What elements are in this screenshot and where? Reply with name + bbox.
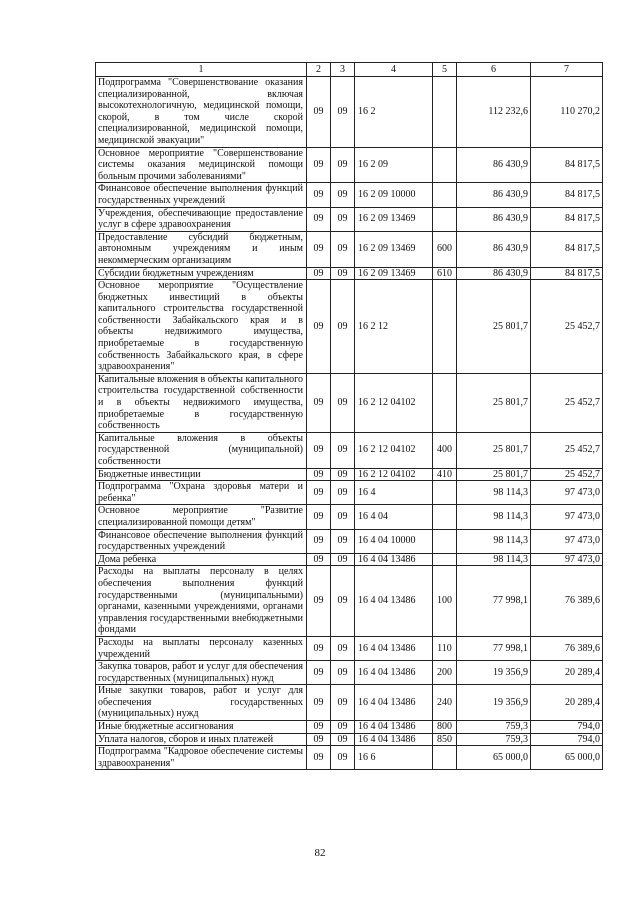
column-header: 6 bbox=[457, 63, 531, 77]
amount-cell: 77 998,1 bbox=[457, 636, 531, 660]
amount-cell: 77 998,1 bbox=[457, 566, 531, 637]
amount-cell: 86 430,9 bbox=[457, 267, 531, 280]
table-row bbox=[96, 553, 603, 566]
subsection-code-cell: 09 bbox=[331, 746, 355, 770]
amount-cell: 25 801,7 bbox=[457, 373, 531, 432]
amount-cell: 110 270,2 bbox=[531, 77, 603, 148]
table-row bbox=[96, 746, 603, 770]
target-article-cell: 16 4 04 13486 bbox=[355, 636, 433, 660]
subsection-code-cell: 09 bbox=[331, 685, 355, 721]
expense-type-cell bbox=[433, 77, 457, 148]
column-header: 3 bbox=[331, 63, 355, 77]
amount-cell: 794,0 bbox=[531, 733, 603, 746]
amount-cell: 19 356,9 bbox=[457, 661, 531, 685]
amount-cell: 84 817,5 bbox=[531, 231, 603, 267]
table-row bbox=[96, 505, 603, 529]
expense-type-cell bbox=[433, 505, 457, 529]
row-name-cell: Предоставление субсидий бюджетным, автономным учреждениям и иным некоммерческим организациям bbox=[96, 231, 307, 267]
table-row bbox=[96, 721, 603, 734]
amount-cell: 65 000,0 bbox=[457, 746, 531, 770]
section-code-cell: 09 bbox=[307, 280, 331, 374]
table-row bbox=[96, 280, 603, 374]
section-code-cell: 09 bbox=[307, 505, 331, 529]
amount-cell: 84 817,5 bbox=[531, 147, 603, 183]
target-article-cell: 16 2 09 10000 bbox=[355, 183, 433, 207]
section-code-cell: 09 bbox=[307, 147, 331, 183]
column-header: 2 bbox=[307, 63, 331, 77]
table-row bbox=[96, 373, 603, 432]
subsection-code-cell: 09 bbox=[331, 432, 355, 468]
amount-cell: 97 473,0 bbox=[531, 553, 603, 566]
target-article-cell: 16 2 12 04102 bbox=[355, 432, 433, 468]
target-article-cell: 16 2 09 13469 bbox=[355, 207, 433, 231]
expense-type-cell: 200 bbox=[433, 661, 457, 685]
amount-cell: 25 801,7 bbox=[457, 432, 531, 468]
amount-cell: 25 452,7 bbox=[531, 432, 603, 468]
section-code-cell: 09 bbox=[307, 468, 331, 481]
page-number: 82 bbox=[314, 847, 326, 859]
expense-type-cell: 610 bbox=[433, 267, 457, 280]
table-row bbox=[96, 566, 603, 637]
section-code-cell: 09 bbox=[307, 77, 331, 148]
section-code-cell: 09 bbox=[307, 267, 331, 280]
target-article-cell: 16 2 09 13469 bbox=[355, 231, 433, 267]
expense-type-cell bbox=[433, 280, 457, 374]
row-name-cell: Иные закупки товаров, работ и услуг для обеспечения государственных (муниципальных) нужд bbox=[96, 685, 307, 721]
subsection-code-cell: 09 bbox=[331, 505, 355, 529]
expense-type-cell bbox=[433, 147, 457, 183]
subsection-code-cell: 09 bbox=[331, 721, 355, 734]
target-article-cell: 16 4 04 13486 bbox=[355, 566, 433, 637]
table-row bbox=[96, 183, 603, 207]
section-code-cell: 09 bbox=[307, 373, 331, 432]
expense-type-cell: 850 bbox=[433, 733, 457, 746]
amount-cell: 86 430,9 bbox=[457, 231, 531, 267]
subsection-code-cell: 09 bbox=[331, 661, 355, 685]
amount-cell: 65 000,0 bbox=[531, 746, 603, 770]
expense-type-cell: 100 bbox=[433, 566, 457, 637]
section-code-cell: 09 bbox=[307, 183, 331, 207]
amount-cell: 759,3 bbox=[457, 733, 531, 746]
target-article-cell: 16 4 04 13486 bbox=[355, 721, 433, 734]
target-article-cell: 16 4 04 13486 bbox=[355, 733, 433, 746]
table-row bbox=[96, 661, 603, 685]
subsection-code-cell: 09 bbox=[331, 468, 355, 481]
column-header: 7 bbox=[531, 63, 603, 77]
subsection-code-cell: 09 bbox=[331, 231, 355, 267]
amount-cell: 76 389,6 bbox=[531, 636, 603, 660]
section-code-cell: 09 bbox=[307, 481, 331, 505]
subsection-code-cell: 09 bbox=[331, 147, 355, 183]
expense-type-cell: 400 bbox=[433, 432, 457, 468]
target-article-cell: 16 4 04 13486 bbox=[355, 685, 433, 721]
amount-cell: 794,0 bbox=[531, 721, 603, 734]
expense-type-cell bbox=[433, 529, 457, 553]
row-name-cell: Основное мероприятие "Развитие специализированной помощи детям" bbox=[96, 505, 307, 529]
subsection-code-cell: 09 bbox=[331, 183, 355, 207]
subsection-code-cell: 09 bbox=[331, 529, 355, 553]
subsection-code-cell: 09 bbox=[331, 267, 355, 280]
section-code-cell: 09 bbox=[307, 231, 331, 267]
expense-type-cell: 800 bbox=[433, 721, 457, 734]
expense-type-cell bbox=[433, 183, 457, 207]
section-code-cell: 09 bbox=[307, 432, 331, 468]
amount-cell: 112 232,6 bbox=[457, 77, 531, 148]
row-name-cell: Расходы на выплаты персоналу в целях обеспечения выполнения функций государственными (муниципальными) органами, казенными учреждениями, органами управления государственными внебюджетными фондами bbox=[96, 566, 307, 637]
table-row bbox=[96, 231, 603, 267]
row-name-cell: Расходы на выплаты персоналу казенных учреждений bbox=[96, 636, 307, 660]
row-name-cell: Подпрограмма "Охрана здоровья матери и ребенка" bbox=[96, 481, 307, 505]
table-row bbox=[96, 733, 603, 746]
amount-cell: 25 801,7 bbox=[457, 280, 531, 374]
row-name-cell: Капитальные вложения в объекты государственной (муниципальной) собственности bbox=[96, 432, 307, 468]
expense-type-cell bbox=[433, 746, 457, 770]
column-header: 1 bbox=[96, 63, 307, 77]
amount-cell: 25 452,7 bbox=[531, 373, 603, 432]
table-row bbox=[96, 432, 603, 468]
row-name-cell: Иные бюджетные ассигнования bbox=[96, 721, 307, 734]
row-name-cell: Капитальные вложения в объекты капитального строительства государственной собственности и в объекты недвижимого имущества, приобретаемые в государственную собственность bbox=[96, 373, 307, 432]
expense-type-cell: 600 bbox=[433, 231, 457, 267]
header-row bbox=[96, 63, 603, 77]
subsection-code-cell: 09 bbox=[331, 207, 355, 231]
table-row bbox=[96, 685, 603, 721]
target-article-cell: 16 4 04 13486 bbox=[355, 553, 433, 566]
amount-cell: 97 473,0 bbox=[531, 505, 603, 529]
amount-cell: 98 114,3 bbox=[457, 553, 531, 566]
budget-table bbox=[95, 62, 603, 770]
subsection-code-cell: 09 bbox=[331, 280, 355, 374]
row-name-cell: Основное мероприятие "Совершенствование системы оказания медицинской помощи больным прочими заболеваниями" bbox=[96, 147, 307, 183]
target-article-cell: 16 4 04 10000 bbox=[355, 529, 433, 553]
amount-cell: 76 389,6 bbox=[531, 566, 603, 637]
expense-type-cell: 110 bbox=[433, 636, 457, 660]
target-article-cell: 16 2 12 04102 bbox=[355, 468, 433, 481]
table-row bbox=[96, 529, 603, 553]
section-code-cell: 09 bbox=[307, 721, 331, 734]
subsection-code-cell: 09 bbox=[331, 553, 355, 566]
subsection-code-cell: 09 bbox=[331, 481, 355, 505]
amount-cell: 98 114,3 bbox=[457, 505, 531, 529]
row-name-cell: Бюджетные инвестиции bbox=[96, 468, 307, 481]
row-name-cell: Финансовое обеспечение выполнения функций государственных учреждений bbox=[96, 529, 307, 553]
target-article-cell: 16 4 04 bbox=[355, 505, 433, 529]
amount-cell: 25 452,7 bbox=[531, 468, 603, 481]
amount-cell: 97 473,0 bbox=[531, 481, 603, 505]
target-article-cell: 16 2 bbox=[355, 77, 433, 148]
amount-cell: 25 801,7 bbox=[457, 468, 531, 481]
subsection-code-cell: 09 bbox=[331, 373, 355, 432]
table-row bbox=[96, 267, 603, 280]
section-code-cell: 09 bbox=[307, 636, 331, 660]
row-name-cell: Уплата налогов, сборов и иных платежей bbox=[96, 733, 307, 746]
target-article-cell: 16 4 04 13486 bbox=[355, 661, 433, 685]
expense-type-cell: 410 bbox=[433, 468, 457, 481]
table-row bbox=[96, 481, 603, 505]
section-code-cell: 09 bbox=[307, 661, 331, 685]
section-code-cell: 09 bbox=[307, 685, 331, 721]
target-article-cell: 16 6 bbox=[355, 746, 433, 770]
amount-cell: 20 289,4 bbox=[531, 661, 603, 685]
amount-cell: 759,3 bbox=[457, 721, 531, 734]
row-name-cell: Финансовое обеспечение выполнения функций государственных учреждений bbox=[96, 183, 307, 207]
row-name-cell: Закупка товаров, работ и услуг для обеспечения государственных (муниципальных) нужд bbox=[96, 661, 307, 685]
row-name-cell: Учреждения, обеспечивающие предоставление услуг в сфере здравоохранения bbox=[96, 207, 307, 231]
section-code-cell: 09 bbox=[307, 553, 331, 566]
row-name-cell: Подпрограмма "Совершенствование оказания специализированной, включая высокотехнологичную, медицинской помощи, скорой, в том числе скорой специализированной, медицинской помощи, медицинской эвакуации" bbox=[96, 77, 307, 148]
subsection-code-cell: 09 bbox=[331, 77, 355, 148]
column-header: 5 bbox=[433, 63, 457, 77]
amount-cell: 19 356,9 bbox=[457, 685, 531, 721]
row-name-cell: Субсидии бюджетным учреждениям bbox=[96, 267, 307, 280]
expense-type-cell: 240 bbox=[433, 685, 457, 721]
amount-cell: 98 114,3 bbox=[457, 481, 531, 505]
amount-cell: 86 430,9 bbox=[457, 183, 531, 207]
subsection-code-cell: 09 bbox=[331, 566, 355, 637]
section-code-cell: 09 bbox=[307, 566, 331, 637]
amount-cell: 84 817,5 bbox=[531, 267, 603, 280]
subsection-code-cell: 09 bbox=[331, 636, 355, 660]
amount-cell: 86 430,9 bbox=[457, 147, 531, 183]
table-row bbox=[96, 147, 603, 183]
amount-cell: 25 452,7 bbox=[531, 280, 603, 374]
subsection-code-cell: 09 bbox=[331, 733, 355, 746]
section-code-cell: 09 bbox=[307, 207, 331, 231]
section-code-cell: 09 bbox=[307, 733, 331, 746]
table-row bbox=[96, 207, 603, 231]
amount-cell: 84 817,5 bbox=[531, 207, 603, 231]
section-code-cell: 09 bbox=[307, 746, 331, 770]
target-article-cell: 16 2 09 bbox=[355, 147, 433, 183]
table-row bbox=[96, 636, 603, 660]
table-row bbox=[96, 77, 603, 148]
expense-type-cell bbox=[433, 481, 457, 505]
amount-cell: 97 473,0 bbox=[531, 529, 603, 553]
table-row bbox=[96, 468, 603, 481]
amount-cell: 86 430,9 bbox=[457, 207, 531, 231]
target-article-cell: 16 4 bbox=[355, 481, 433, 505]
section-code-cell: 09 bbox=[307, 529, 331, 553]
expense-type-cell bbox=[433, 373, 457, 432]
amount-cell: 98 114,3 bbox=[457, 529, 531, 553]
expense-type-cell bbox=[433, 553, 457, 566]
row-name-cell: Дома ребенка bbox=[96, 553, 307, 566]
amount-cell: 84 817,5 bbox=[531, 183, 603, 207]
target-article-cell: 16 2 09 13469 bbox=[355, 267, 433, 280]
row-name-cell: Основное мероприятие "Осуществление бюджетных инвестиций в объекты капитального строительства государственной собственности Забайкальского края и в объекты недвижимого имущества, приобретаемые в государственную собственность Забайкальского края, в сфере здравоохранения" bbox=[96, 280, 307, 374]
column-header: 4 bbox=[355, 63, 433, 77]
row-name-cell: Подпрограмма "Кадровое обеспечение системы здравоохранения" bbox=[96, 746, 307, 770]
amount-cell: 20 289,4 bbox=[531, 685, 603, 721]
target-article-cell: 16 2 12 04102 bbox=[355, 373, 433, 432]
expense-type-cell bbox=[433, 207, 457, 231]
target-article-cell: 16 2 12 bbox=[355, 280, 433, 374]
